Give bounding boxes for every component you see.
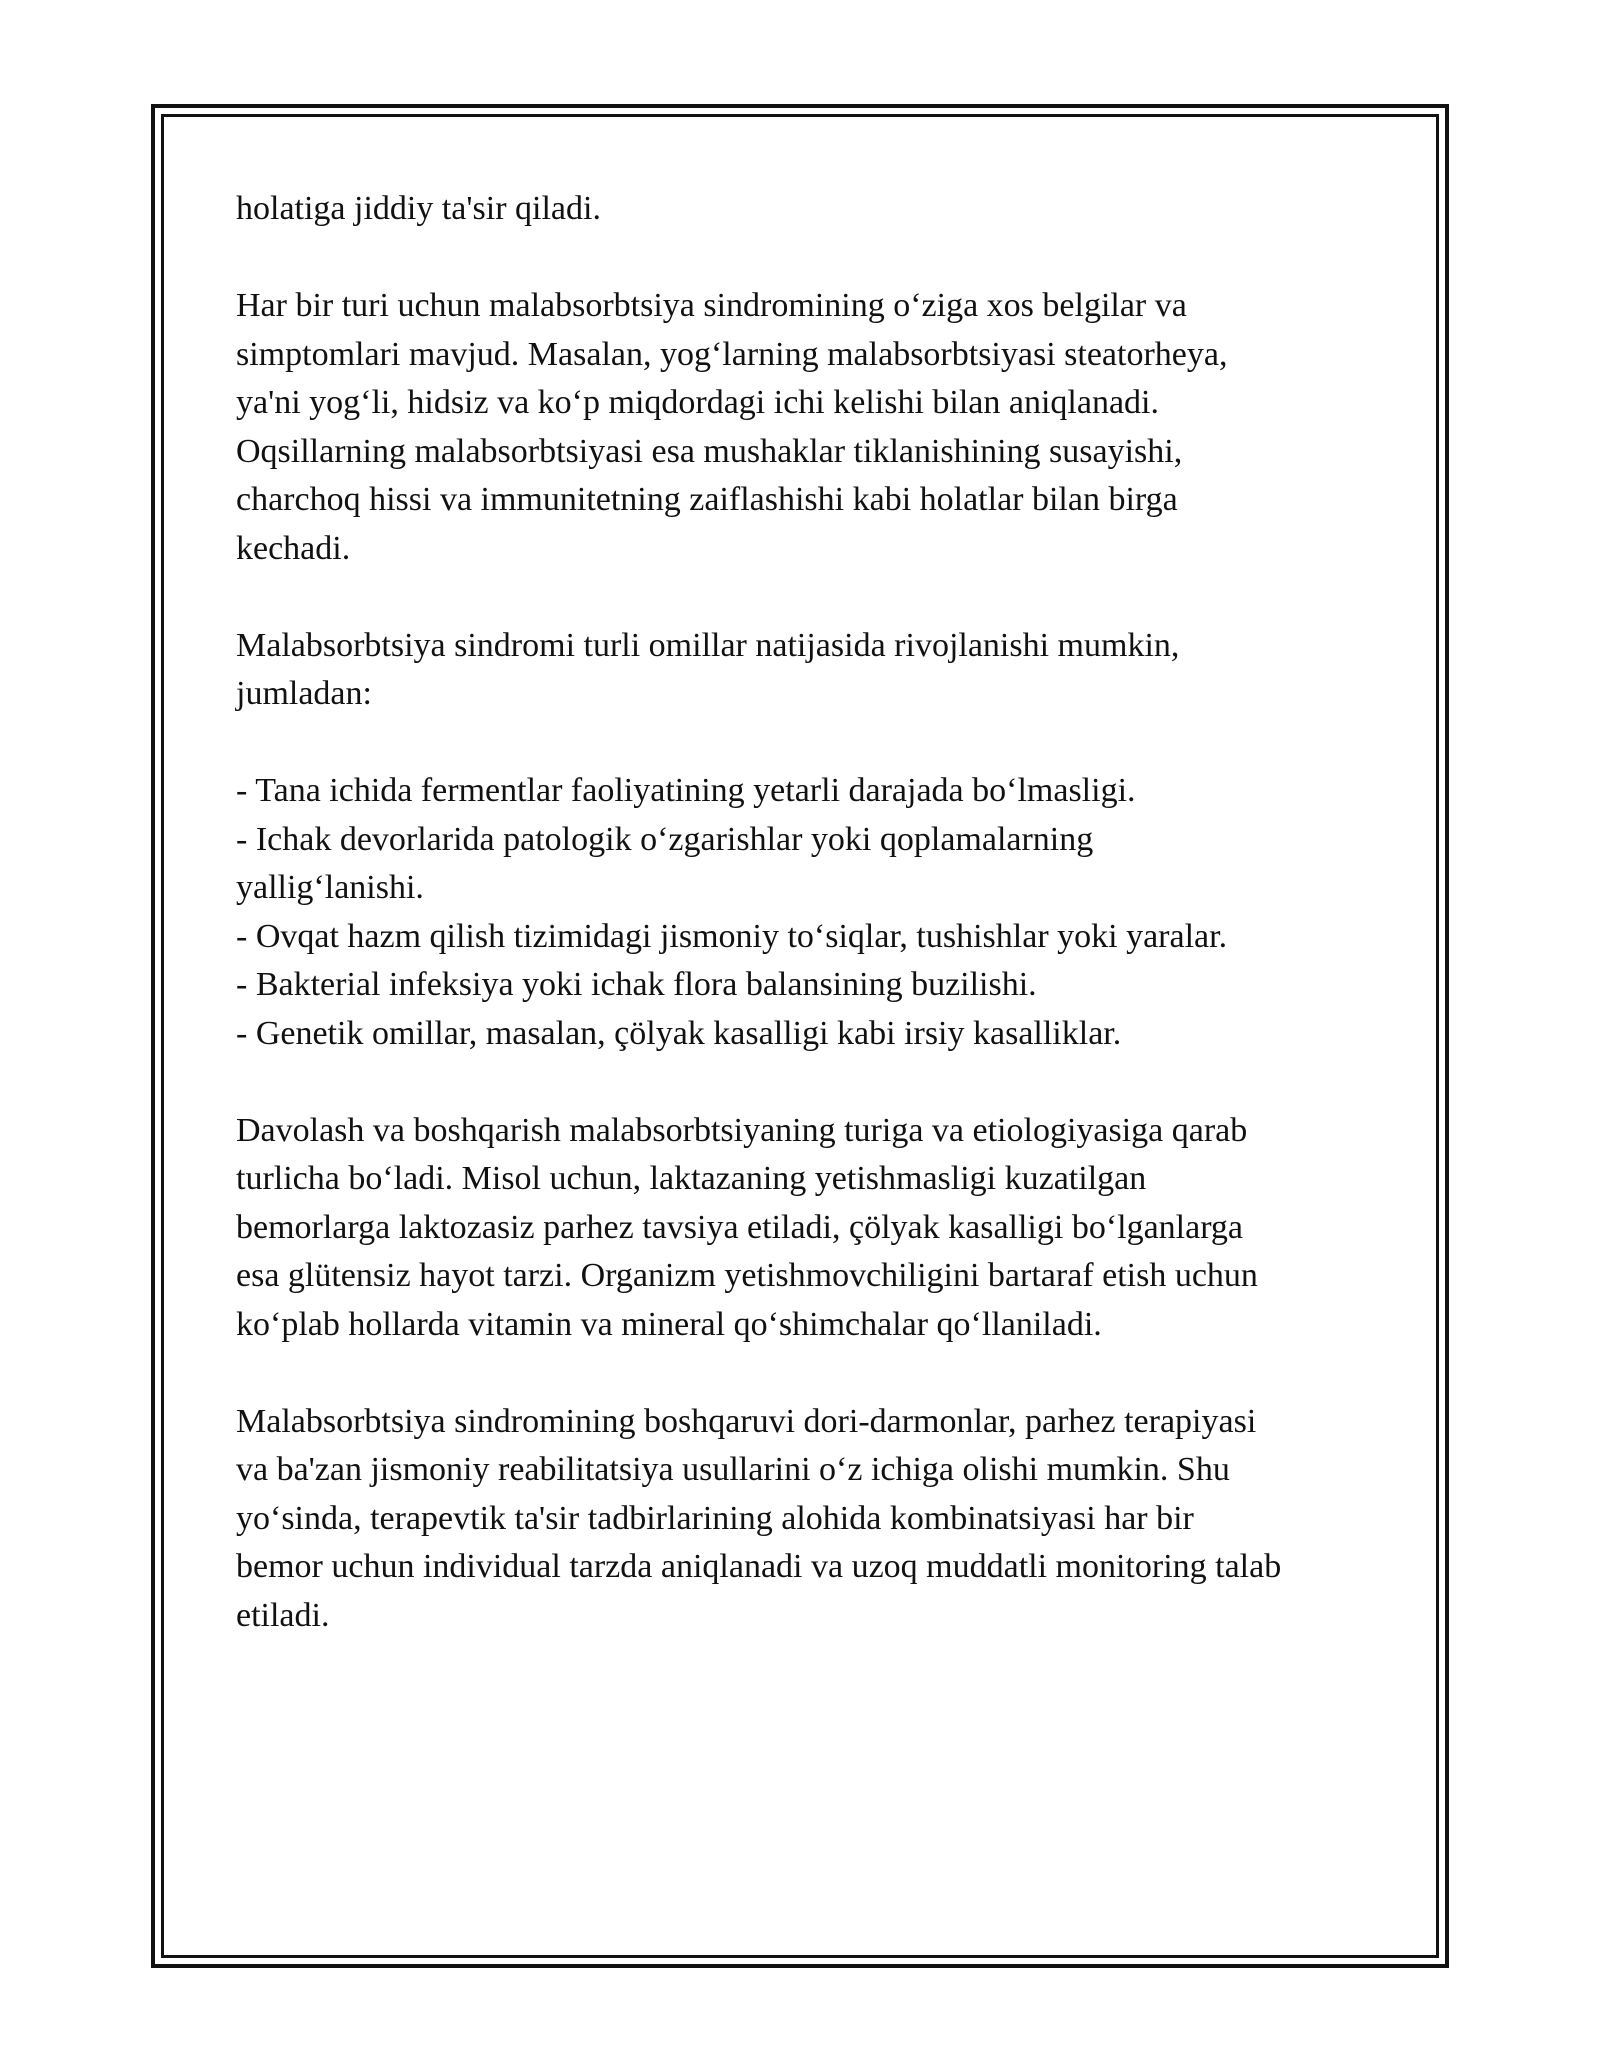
- text-line: charchoq hissi va immunitetning zaiflashishi kabi holatlar bilan birga: [236, 481, 1178, 518]
- text-line: yallig‘lanishi.: [236, 869, 424, 906]
- text-line: holatiga jiddiy ta'sir qiladi.: [236, 190, 601, 227]
- paragraph: [236, 1398, 1376, 1641]
- text-line: ya'ni yog‘li, hidsiz va ko‘p miqdordagi ichi kelishi bilan aniqlanadi.: [236, 384, 1159, 421]
- text-line: etiladi.: [236, 1596, 330, 1634]
- causes-list: [236, 767, 1376, 1058]
- text-line: ko‘plab hollarda vitamin va mineral qo‘shimchalar qo‘llaniladi.: [236, 1305, 1102, 1343]
- paragraph: [236, 282, 1376, 573]
- text-line: bemor uchun individual tarzda aniqlanadi va uzoq muddatli monitoring talab: [236, 1548, 1282, 1585]
- text-line: Davolash va boshqarish malabsorbtsiyaning turiga va etiologiyasiga qarab: [236, 1111, 1248, 1149]
- list-item: [236, 961, 1376, 1010]
- text-line: Malabsorbtsiya sindromi turli omillar natijasida rivojlanishi mumkin,: [236, 626, 1180, 664]
- list-item: [236, 767, 1376, 816]
- text-line: bemorlarga laktozasiz parhez tavsiya etiladi, çölyak kasalligi bo‘lganlarga: [236, 1208, 1244, 1246]
- text-line: turlicha bo‘ladi. Misol uchun, laktazaning yetishmasligi kuzatilgan: [236, 1160, 1147, 1197]
- text-line: - Tana ichida fermentlar faoliyatining yetarli darajada bo‘lmasligi.: [236, 772, 1136, 809]
- list-item: [236, 1010, 1376, 1059]
- text-line: - Ichak devorlarida patologik o‘zgarishlar yoki qoplamalarning: [236, 820, 1094, 858]
- text-line: jumladan:: [236, 675, 372, 712]
- text-line: Malabsorbtsiya sindromining boshqaruvi dori-darmonlar, parhez terapiyasi: [236, 1402, 1257, 1440]
- text-line: Oqsillarning malabsorbtsiyasi esa mushaklar tiklanishining susayishi,: [236, 432, 1183, 470]
- paragraph: [236, 1107, 1376, 1350]
- paragraph: [236, 185, 1376, 234]
- text-line: yo‘sinda, terapevtik ta'sir tadbirlarining alohida kombinatsiyasi har bir: [236, 1499, 1194, 1537]
- list-item: [236, 816, 1376, 913]
- text-line: Har bir turi uchun malabsorbtsiya sindromining o‘ziga xos belgilar va: [236, 287, 1187, 324]
- text-line: - Bakterial infeksiya yoki ichak flora balansining buzilishi.: [236, 966, 1037, 1003]
- paragraph: [236, 622, 1376, 719]
- text-line: - Ovqat hazm qilish tizimidagi jismoniy to‘siqlar, tushishlar yoki yaralar.: [236, 917, 1228, 955]
- document-body: [236, 185, 1376, 1689]
- text-line: va ba'zan jismoniy reabilitatsiya usullarini o‘z ichiga olishi mumkin. Shu: [236, 1451, 1230, 1488]
- text-line: esa glütensiz hayot tarzi. Organizm yetishmovchiligini bartaraf etish uchun: [236, 1257, 1258, 1294]
- text-line: - Genetik omillar, masalan, çölyak kasalligi kabi irsiy kasalliklar.: [236, 1014, 1122, 1052]
- list-item: [236, 913, 1376, 962]
- text-line: kechadi.: [236, 529, 351, 567]
- text-line: simptomlari mavjud. Masalan, yog‘larning malabsorbtsiyasi steatorheya,: [236, 335, 1228, 373]
